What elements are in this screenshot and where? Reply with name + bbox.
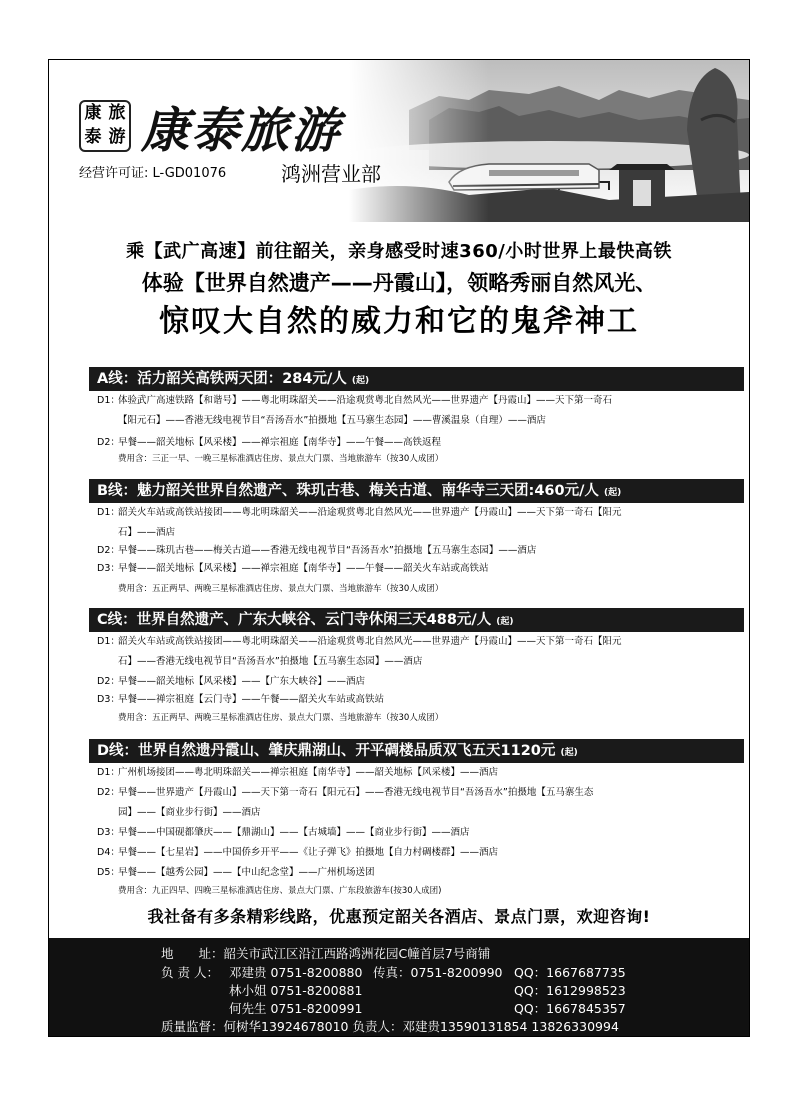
contact-person-1: 邓建贵 0751-8200880 (229, 965, 363, 980)
route-c-day-3: D3：早餐——禅宗祖庭【云门寺】——午餐——韶关火车站或高铁站 (97, 694, 385, 705)
route-c-day-1-cont: 石】——香港无线电视节目“吾汤吾水”拍摄地【五马寨生态园】——酒店 (118, 656, 423, 667)
route-a-suffix: (起) (351, 376, 370, 386)
header (49, 60, 749, 222)
route-c-day-2: D2：早餐——韶关地标【风采楼】——【广东大峡谷】——酒店 (97, 676, 366, 687)
route-d-day-1: D1：广州机场接团——粤北明珠韶关——禅宗祖庭【南华寺】——韶关地标【风采楼】——酒店 (97, 767, 499, 778)
route-b-day-2: D2：早餐——珠玑古巷——梅关古道——香港无线电视节目“吾汤吾水”拍摄地【五马寨生态园】——酒店 (97, 545, 537, 556)
advertisement-page (48, 59, 750, 1037)
route-c-title-bar (89, 608, 744, 632)
route-a-day-2: D2：早餐——韶关地标【风采楼】——禅宗祖庭【南华寺】——午餐——高铁返程 (97, 437, 442, 448)
route-b-day-3: D3：早餐——韶关地标【风采楼】——禅宗祖庭【南华寺】——午餐——韶关火车站或高铁站 (97, 563, 489, 574)
contact-person-3: 何先生 0751-8200991 (229, 1001, 363, 1016)
license-number: 经营许可证: L-GD01076 (79, 166, 227, 181)
fax-number: 传真：0751-8200990 (373, 965, 503, 980)
route-d-day-5: D5：早餐——【越秀公园】——【中山纪念堂】——广州机场送团 (97, 867, 375, 878)
route-b-day-1: D1：韶关火车站或高铁站接团——粤北明珠韶关——沿途观赏粤北自然风光——世界遗产【丹霞山】——天下第一奇石【阳元 (97, 507, 622, 518)
qq-3: QQ：1667845357 (514, 1001, 626, 1016)
address-row: 地 址：韶关市武江区沿江西路鸿洲花园C幢首层7号商铺 (161, 946, 491, 961)
route-b-suffix: (起) (603, 488, 622, 498)
route-d-day-2-cont: 园】——【商业步行街】——酒店 (118, 807, 261, 818)
quality-supervision: 质量监督：何树华13924678010 负责人：邓建贵13590131854 13826330994 (161, 1019, 619, 1034)
contact-person-2: 林小姐 0751-8200881 (229, 983, 363, 998)
route-c-title: C线：世界自然遗产、广东大峡谷、云门寺休闲三天488元/人 (97, 612, 492, 628)
route-c-day-1: D1：韶关火车站或高铁站接团——粤北明珠韶关——沿途观赏粤北自然风光——世界遗产【丹霞山】——天下第一奇石【阳元 (97, 636, 622, 647)
headline-line-3: 惊叹大自然的威力和它的鬼斧神工 (159, 304, 639, 339)
slogan: 我社备有多条精彩线路，优惠预定韶关各酒店、景点门票，欢迎咨询! (147, 907, 651, 926)
route-a-title-bar (89, 367, 744, 391)
route-a-day-1-cont: 【阳元石】——香港无线电视节目“吾汤吾水”拍摄地【五马寨生态园】——曹溪温泉（自理）——酒店 (118, 415, 546, 426)
route-d-title-bar (89, 739, 744, 763)
contact-footer (49, 938, 749, 1036)
address: 韶关市武江区沿江西路鸿洲花园C幢首层7号商铺 (223, 946, 491, 961)
route-a-title: A线：活力韶关高铁两天团：284元/人 (97, 371, 347, 387)
route-b-title: B线：魅力韶关世界自然遗产、珠玑古巷、梅关古道、南华寺三天团:460元/人 (97, 483, 599, 499)
person-label: 负 责 人： (161, 965, 219, 980)
route-d-title: D线：世界自然遗丹霞山、肇庆鼎湖山、开平碉楼品质双飞五天1120元 (97, 743, 556, 759)
route-d-day-2: D2：早餐——世界遗产【丹霞山】——天下第一奇石【阳元石】——香港无线电视节目“吾汤吾水”拍摄地【五马寨生态 (97, 787, 594, 798)
branch-name: 鸿洲营业部 (281, 162, 381, 186)
headline-line-1: 乘【武广高速】前往韶关，亲身感受时速360/小时世界上最快高铁 (126, 241, 672, 262)
route-c-fee: 费用含：五正两早、两晚三星标准酒店住房、景点大门票、当地旅游车（按30人成团） (118, 713, 444, 723)
route-d-fee: 费用含：九正四早、四晚三星标准酒店住房、景点大门票、广东段旅游车(按30人成团) (118, 886, 442, 896)
company-logo: 康 旅 泰 游 (79, 100, 131, 152)
route-d-day-3: D3：早餐——中国砚都肇庆——【鼎湖山】——【古城墙】——【商业步行街】——酒店 (97, 827, 470, 838)
qq-1: QQ：1667687735 (514, 965, 626, 980)
route-b-title-bar (89, 479, 744, 503)
scenery-image (349, 60, 749, 222)
route-d-day-4: D4：早餐——【七星岩】——中国侨乡开平——《让子弹飞》拍摄地【自力村碉楼群】——酒店 (97, 847, 499, 858)
route-a-fee: 费用含：三正一早、一晚三星标准酒店住房、景点大门票、当地旅游车（按30人成团） (118, 454, 444, 464)
headline-line-2: 体验【世界自然遗产——丹霞山】，领略秀丽自然风光、 (141, 271, 657, 295)
route-c-suffix: (起) (496, 617, 514, 627)
route-d-suffix: (起) (560, 748, 578, 758)
route-b-fee: 费用含：五正两早、两晚三星标准酒店住房、景点大门票、当地旅游车（按30人成团） (118, 584, 444, 594)
route-b-day-1-cont: 石】——酒店 (118, 527, 176, 538)
brand-name: 康泰旅游 (141, 103, 342, 159)
route-a-day-1: D1：体验武广高速铁路【和谐号】——粤北明珠韶关——沿途观赏粤北自然风光——世界遗产【丹霞山】——天下第一奇石 (97, 395, 613, 406)
qq-2: QQ：1612998523 (514, 983, 626, 998)
